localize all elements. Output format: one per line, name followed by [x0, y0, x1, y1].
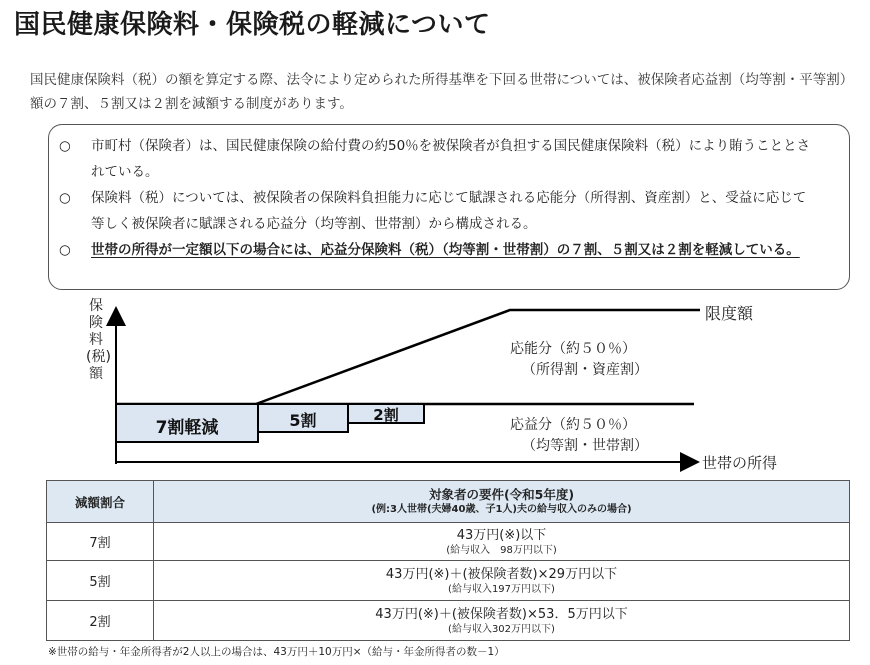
reduction-diagram: [0, 296, 870, 476]
limit-label: 限度額: [705, 304, 754, 323]
bar-label-5: 5割: [289, 411, 317, 430]
y-axis-label: 保険料(税)額: [86, 298, 111, 382]
rate-cell: 5割: [47, 561, 154, 601]
x-axis-label: 世帯の所得: [702, 454, 778, 472]
rate-cell: 2割: [47, 601, 154, 641]
income-text: (給与収入302万円以下): [448, 623, 555, 635]
requirement-cell: [154, 523, 850, 561]
bullet-text: 保険料（税）については、被保険者の保険料負担能力に応じて賦課される応能分（所得割、資産割）と、受益に応じて等しく被保険者に賦課される応益分（均等割、世帯割）から構成される。: [91, 190, 807, 232]
page-title: 国民健康保険料・保険税の軽減について: [14, 10, 491, 40]
requirements-table: [46, 480, 850, 641]
footnote: ※世帯の給与・年金所得者が2人以上の場合は、43万円＋10万円×（給与・年金所得者の数－1）: [48, 646, 505, 658]
bullet-text: 市町村（保険者）は、国民健康保険の給付費の約50％を被保険者が負担する国民健康保険料（税）により賄うこととされている。: [91, 138, 811, 180]
table-row: [47, 601, 850, 641]
bullet-text: 世帯の所得が一定額以下の場合には、応益分保険料（税）（均等割・世帯割）の７割、５割又は２割を軽減している。: [91, 242, 800, 258]
circle-bullet-icon: ○: [59, 190, 71, 206]
requirement-text: 43万円(※)＋(被保険者数)×53．5万円以下: [375, 606, 628, 622]
benefit-sub-label: （均等割・世帯割）: [522, 438, 648, 454]
circle-bullet-icon: ○: [59, 242, 71, 258]
header-requirement: [154, 481, 850, 523]
bar-label-2: 2割: [373, 406, 399, 424]
requirement-text: 43万円(※)＋(被保険者数)×29万円以下: [385, 566, 618, 582]
header-requirement-sub: (例:3人世帯(夫婦40歳、子1人)夫の給与収入のみの場合): [371, 503, 632, 515]
income-text: (給与収入 98万円以下): [446, 544, 557, 556]
table-header-row: [47, 481, 850, 523]
table-row: [47, 561, 850, 601]
circle-bullet-icon: ○: [59, 138, 71, 154]
header-requirement-title: 対象者の要件(令和5年度): [428, 486, 575, 502]
ability-sub-label: （所得割・資産割）: [522, 362, 648, 378]
table-row: [47, 523, 850, 561]
ability-label: 応能分（約５０％）: [510, 341, 636, 357]
requirement-cell: [154, 601, 850, 641]
intro-paragraph: 国民健康保険料（税）の額を算定する際、法令により定められた所得基準を下回る世帯については、被保険者応益割（均等割・平等割）額の７割、５割又は２割を減額する制度があります。: [30, 72, 854, 112]
benefit-label: 応益分（約５０％）: [510, 417, 636, 433]
bar-label-7: 7割軽減: [155, 418, 219, 438]
summary-box: [48, 124, 850, 290]
requirement-cell: [154, 561, 850, 601]
income-text: (給与収入197万円以下): [448, 583, 555, 595]
requirement-text: 43万円(※)以下: [456, 527, 547, 543]
header-rate: 減額割合: [47, 481, 154, 523]
rate-cell: 7割: [47, 523, 154, 561]
